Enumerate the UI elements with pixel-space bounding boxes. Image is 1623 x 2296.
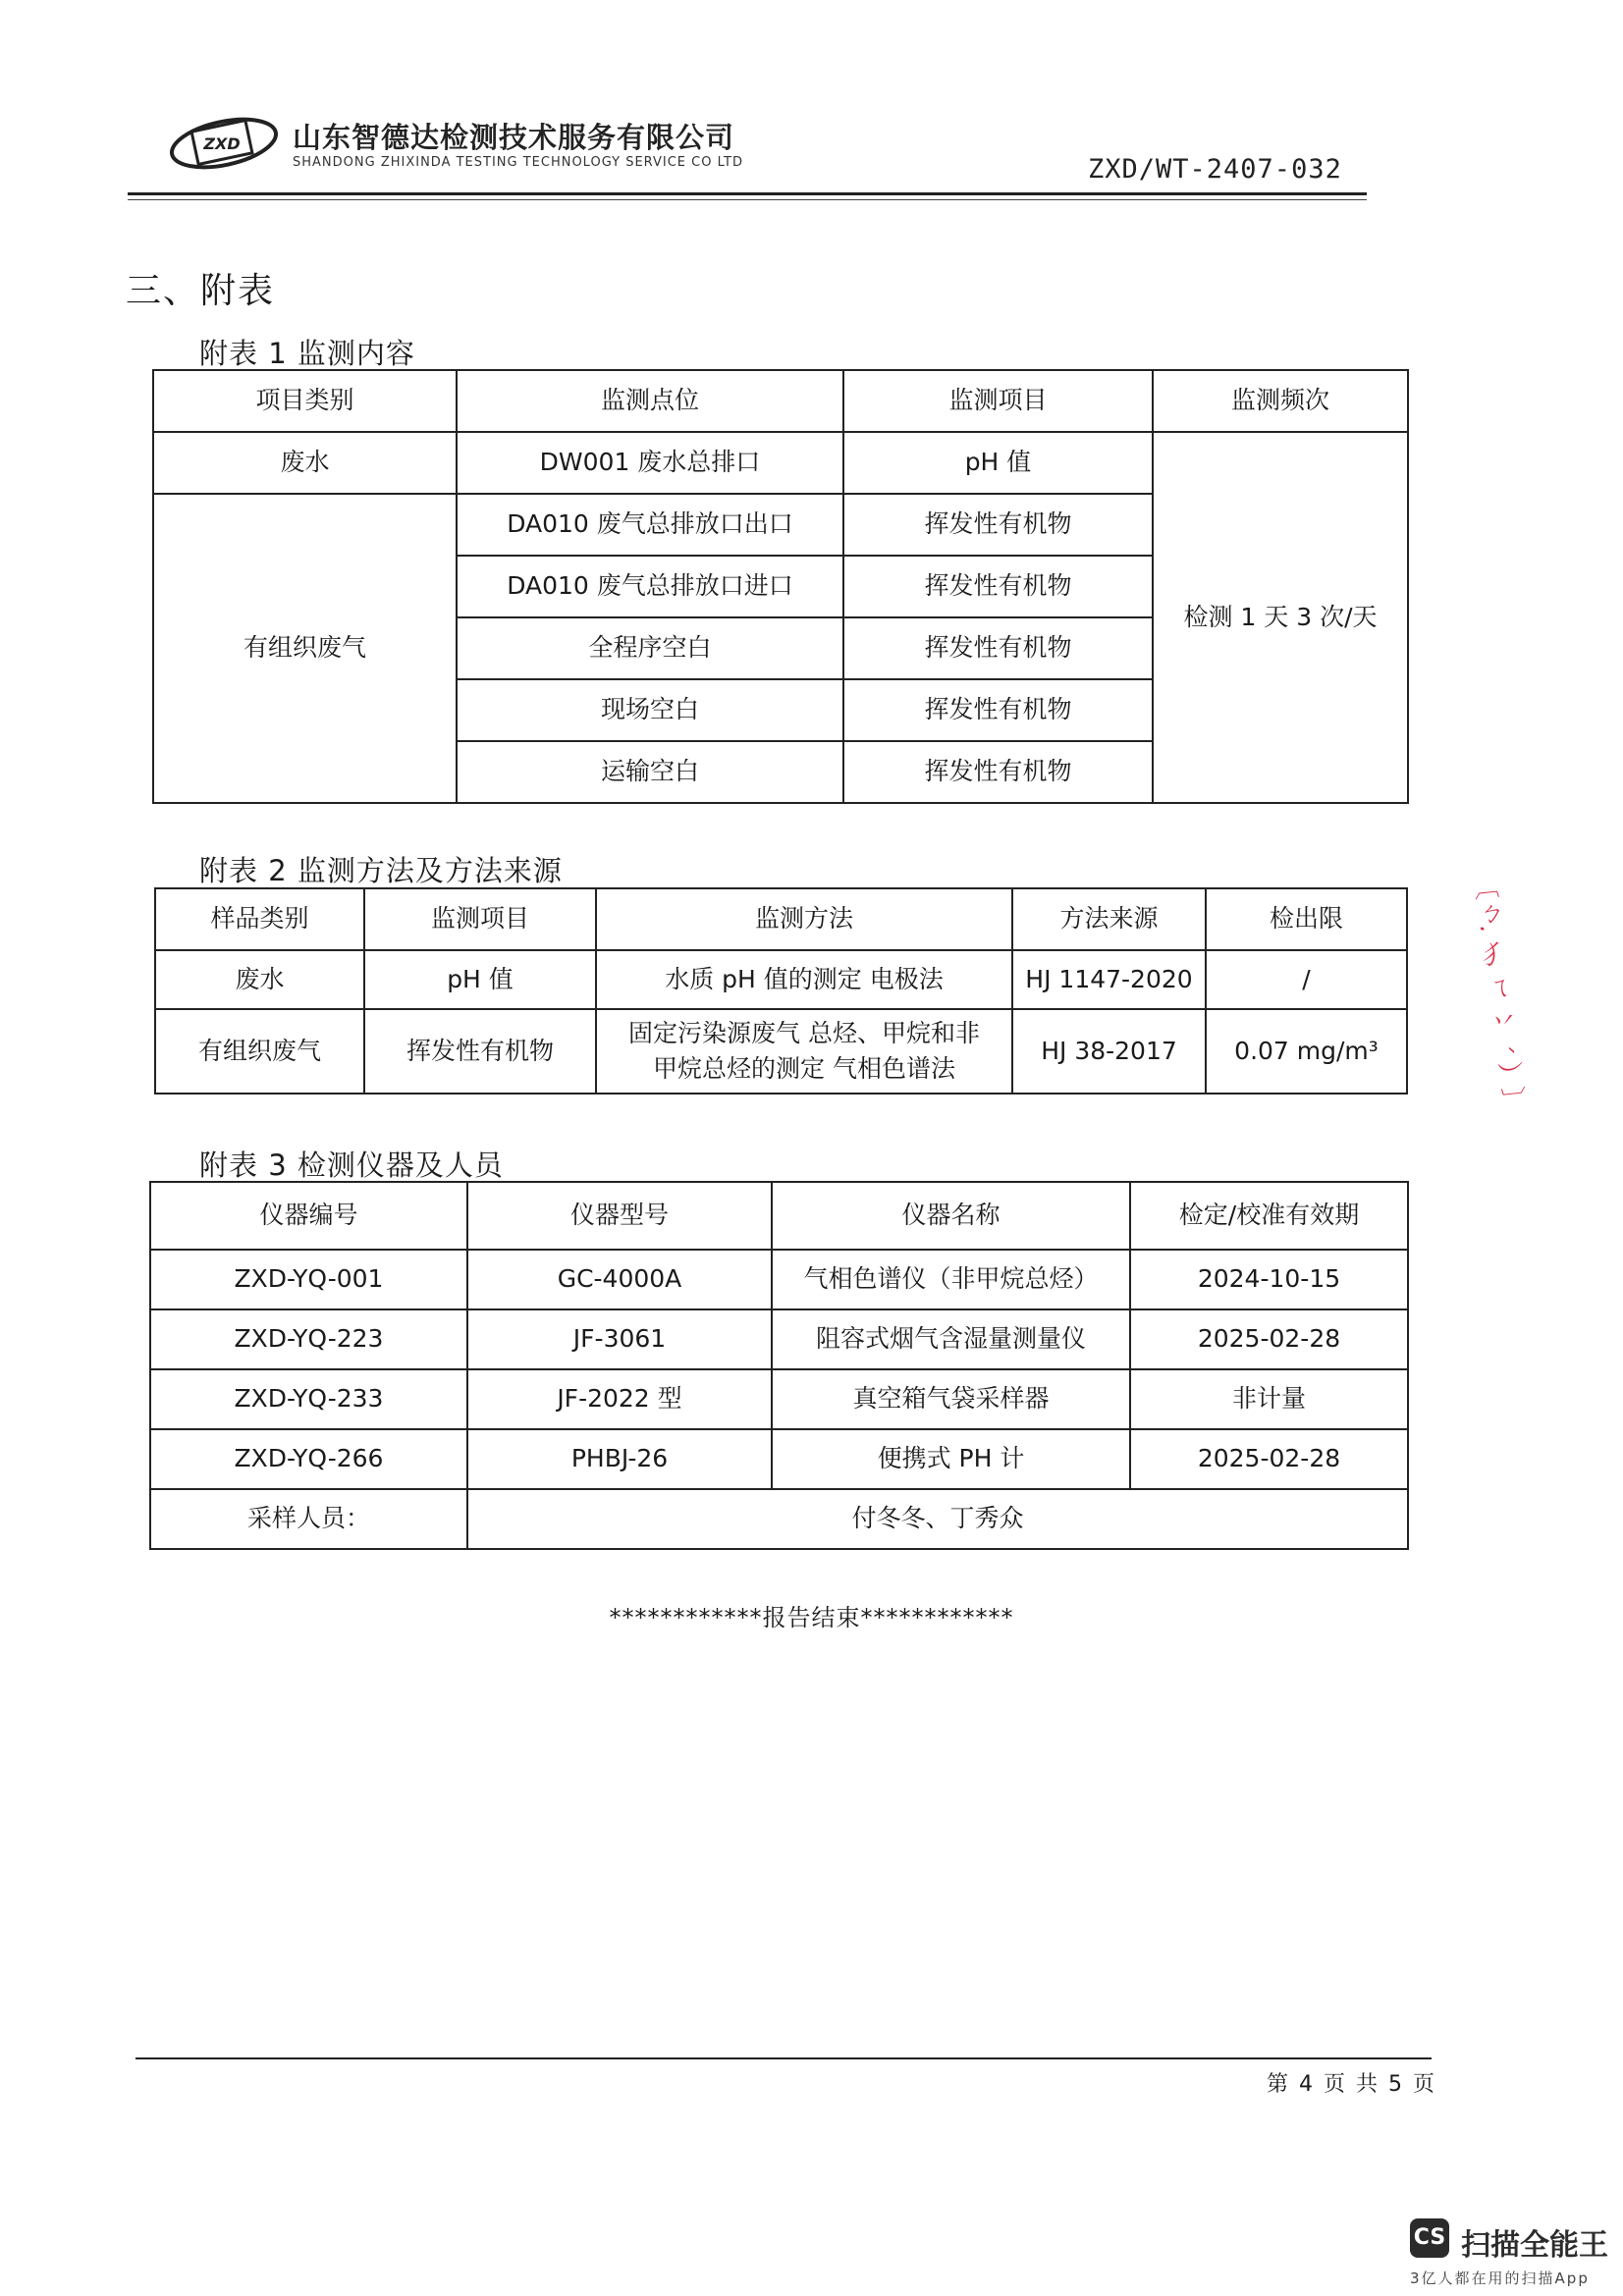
table-header-cell: 检定/校准有效期 <box>1130 1182 1408 1250</box>
table-header-cell: 样品类别 <box>155 888 364 950</box>
category-cell: 废水 <box>155 950 364 1009</box>
source-cell: HJ 1147-2020 <box>1012 950 1206 1009</box>
point-cell: 全程序空白 <box>457 617 843 679</box>
table-header-cell: 仪器名称 <box>772 1182 1130 1250</box>
instrument-id-cell: ZXD-YQ-266 <box>150 1429 467 1489</box>
valid-date-cell: 2025-02-28 <box>1130 1429 1408 1489</box>
point-cell: DA010 废气总排放口出口 <box>457 494 843 556</box>
table-row <box>150 1250 1408 1309</box>
footer-rule <box>135 2057 1432 2059</box>
instrument-name-cell: 真空箱气袋采样器 <box>772 1369 1130 1429</box>
company-name-cn: 山东智德达检测技术服务有限公司 <box>293 121 735 154</box>
monitoring-method-table <box>154 887 1408 1095</box>
item-cell: 挥发性有机物 <box>843 679 1153 741</box>
table-row <box>150 1429 1408 1489</box>
point-cell: DA010 废气总排放口进口 <box>457 556 843 617</box>
handwritten-annotation: 〔ㄅ. 犭 ㄟ 丷 ˊ ︶〕 <box>1468 872 1523 1115</box>
page-number: 第 4 页 共 5 页 <box>1267 2072 1436 2097</box>
company-name-en: SHANDONG ZHIXINDA TESTING TECHNOLOGY SERVICE CO LTD <box>293 155 743 170</box>
instrument-name-cell: 便携式 PH 计 <box>772 1429 1130 1489</box>
sampler-label: 采样人员： <box>150 1489 467 1549</box>
table-header-cell: 监测项目 <box>364 888 596 950</box>
table-row <box>155 950 1407 1009</box>
instrument-id-cell: ZXD-YQ-223 <box>150 1309 467 1369</box>
valid-date-cell: 2025-02-28 <box>1130 1309 1408 1369</box>
item-cell: pH 值 <box>843 432 1153 494</box>
instrument-id-cell: ZXD-YQ-233 <box>150 1369 467 1429</box>
report-end-marker: ************报告结束************ <box>609 1604 1014 1631</box>
sampler-names: 付冬冬、丁秀众 <box>467 1489 1408 1549</box>
logo-text: ZXD <box>203 134 241 153</box>
item-cell: 挥发性有机物 <box>364 1009 596 1094</box>
instrument-model-cell: PHBJ-26 <box>467 1429 772 1489</box>
table-row <box>153 432 1408 494</box>
instrument-model-cell: JF-3061 <box>467 1309 772 1369</box>
table-row <box>150 1369 1408 1429</box>
method-cell: 水质 pH 值的测定 电极法 <box>596 950 1012 1009</box>
valid-date-cell: 非计量 <box>1130 1369 1408 1429</box>
table-header-cell: 检出限 <box>1206 888 1407 950</box>
point-cell: 运输空白 <box>457 741 843 803</box>
item-cell: 挥发性有机物 <box>843 494 1153 556</box>
table-header-row <box>150 1182 1408 1250</box>
table-header-cell: 监测项目 <box>843 370 1153 432</box>
instrument-id-cell: ZXD-YQ-001 <box>150 1250 467 1309</box>
report-number: ZXD/WT-2407-032 <box>1088 154 1342 185</box>
table-header-row <box>155 888 1407 950</box>
table-row <box>155 1009 1407 1094</box>
category-cell: 废水 <box>153 432 457 494</box>
category-cell: 有组织废气 <box>155 1009 364 1094</box>
table1-caption: 附表 1 监测内容 <box>199 337 415 370</box>
table-header-row <box>153 370 1408 432</box>
section-title: 三、附表 <box>126 271 276 311</box>
header-rule <box>128 192 1367 195</box>
table-header-cell: 监测频次 <box>1153 370 1408 432</box>
instrument-model-cell: JF-2022 型 <box>467 1369 772 1429</box>
company-logo <box>165 108 283 177</box>
instrument-name-cell: 阻容式烟气含湿量测量仪 <box>772 1309 1130 1369</box>
header-rule-thin <box>128 199 1367 200</box>
item-cell: pH 值 <box>364 950 596 1009</box>
table-header-cell: 监测点位 <box>457 370 843 432</box>
table-header-cell: 方法来源 <box>1012 888 1206 950</box>
table-header-cell: 项目类别 <box>153 370 457 432</box>
item-cell: 挥发性有机物 <box>843 617 1153 679</box>
table-header-cell: 监测方法 <box>596 888 1012 950</box>
table3-caption: 附表 3 检测仪器及人员 <box>199 1148 504 1182</box>
table-header-cell: 仪器编号 <box>150 1182 467 1250</box>
method-cell: 固定污染源废气 总烃、甲烷和非甲烷总烃的测定 气相色谱法 <box>596 1009 1012 1094</box>
point-cell: 现场空白 <box>457 679 843 741</box>
scanner-logo-icon: CS <box>1410 2218 1449 2258</box>
monitoring-content-table <box>152 369 1409 804</box>
sampler-row <box>150 1489 1408 1549</box>
valid-date-cell: 2024-10-15 <box>1130 1250 1408 1309</box>
frequency-cell: 检测 1 天 3 次/天 <box>1153 432 1408 803</box>
instrument-table <box>149 1181 1409 1550</box>
scanner-app-name: 扫描全能王 <box>1461 2228 1608 2263</box>
instrument-name-cell: 气相色谱仪（非甲烷总烃） <box>772 1250 1130 1309</box>
limit-cell: 0.07 mg/m³ <box>1206 1009 1407 1094</box>
point-cell: DW001 废水总排口 <box>457 432 843 494</box>
table2-caption: 附表 2 监测方法及方法来源 <box>199 854 563 887</box>
table-row <box>150 1309 1408 1369</box>
instrument-model-cell: GC-4000A <box>467 1250 772 1309</box>
table-header-cell: 仪器型号 <box>467 1182 772 1250</box>
limit-cell: / <box>1206 950 1407 1009</box>
scanner-slogan: 3亿人都在用的扫描App <box>1410 2269 1590 2287</box>
source-cell: HJ 38-2017 <box>1012 1009 1206 1094</box>
item-cell: 挥发性有机物 <box>843 741 1153 803</box>
category-cell: 有组织废气 <box>153 494 457 803</box>
item-cell: 挥发性有机物 <box>843 556 1153 617</box>
